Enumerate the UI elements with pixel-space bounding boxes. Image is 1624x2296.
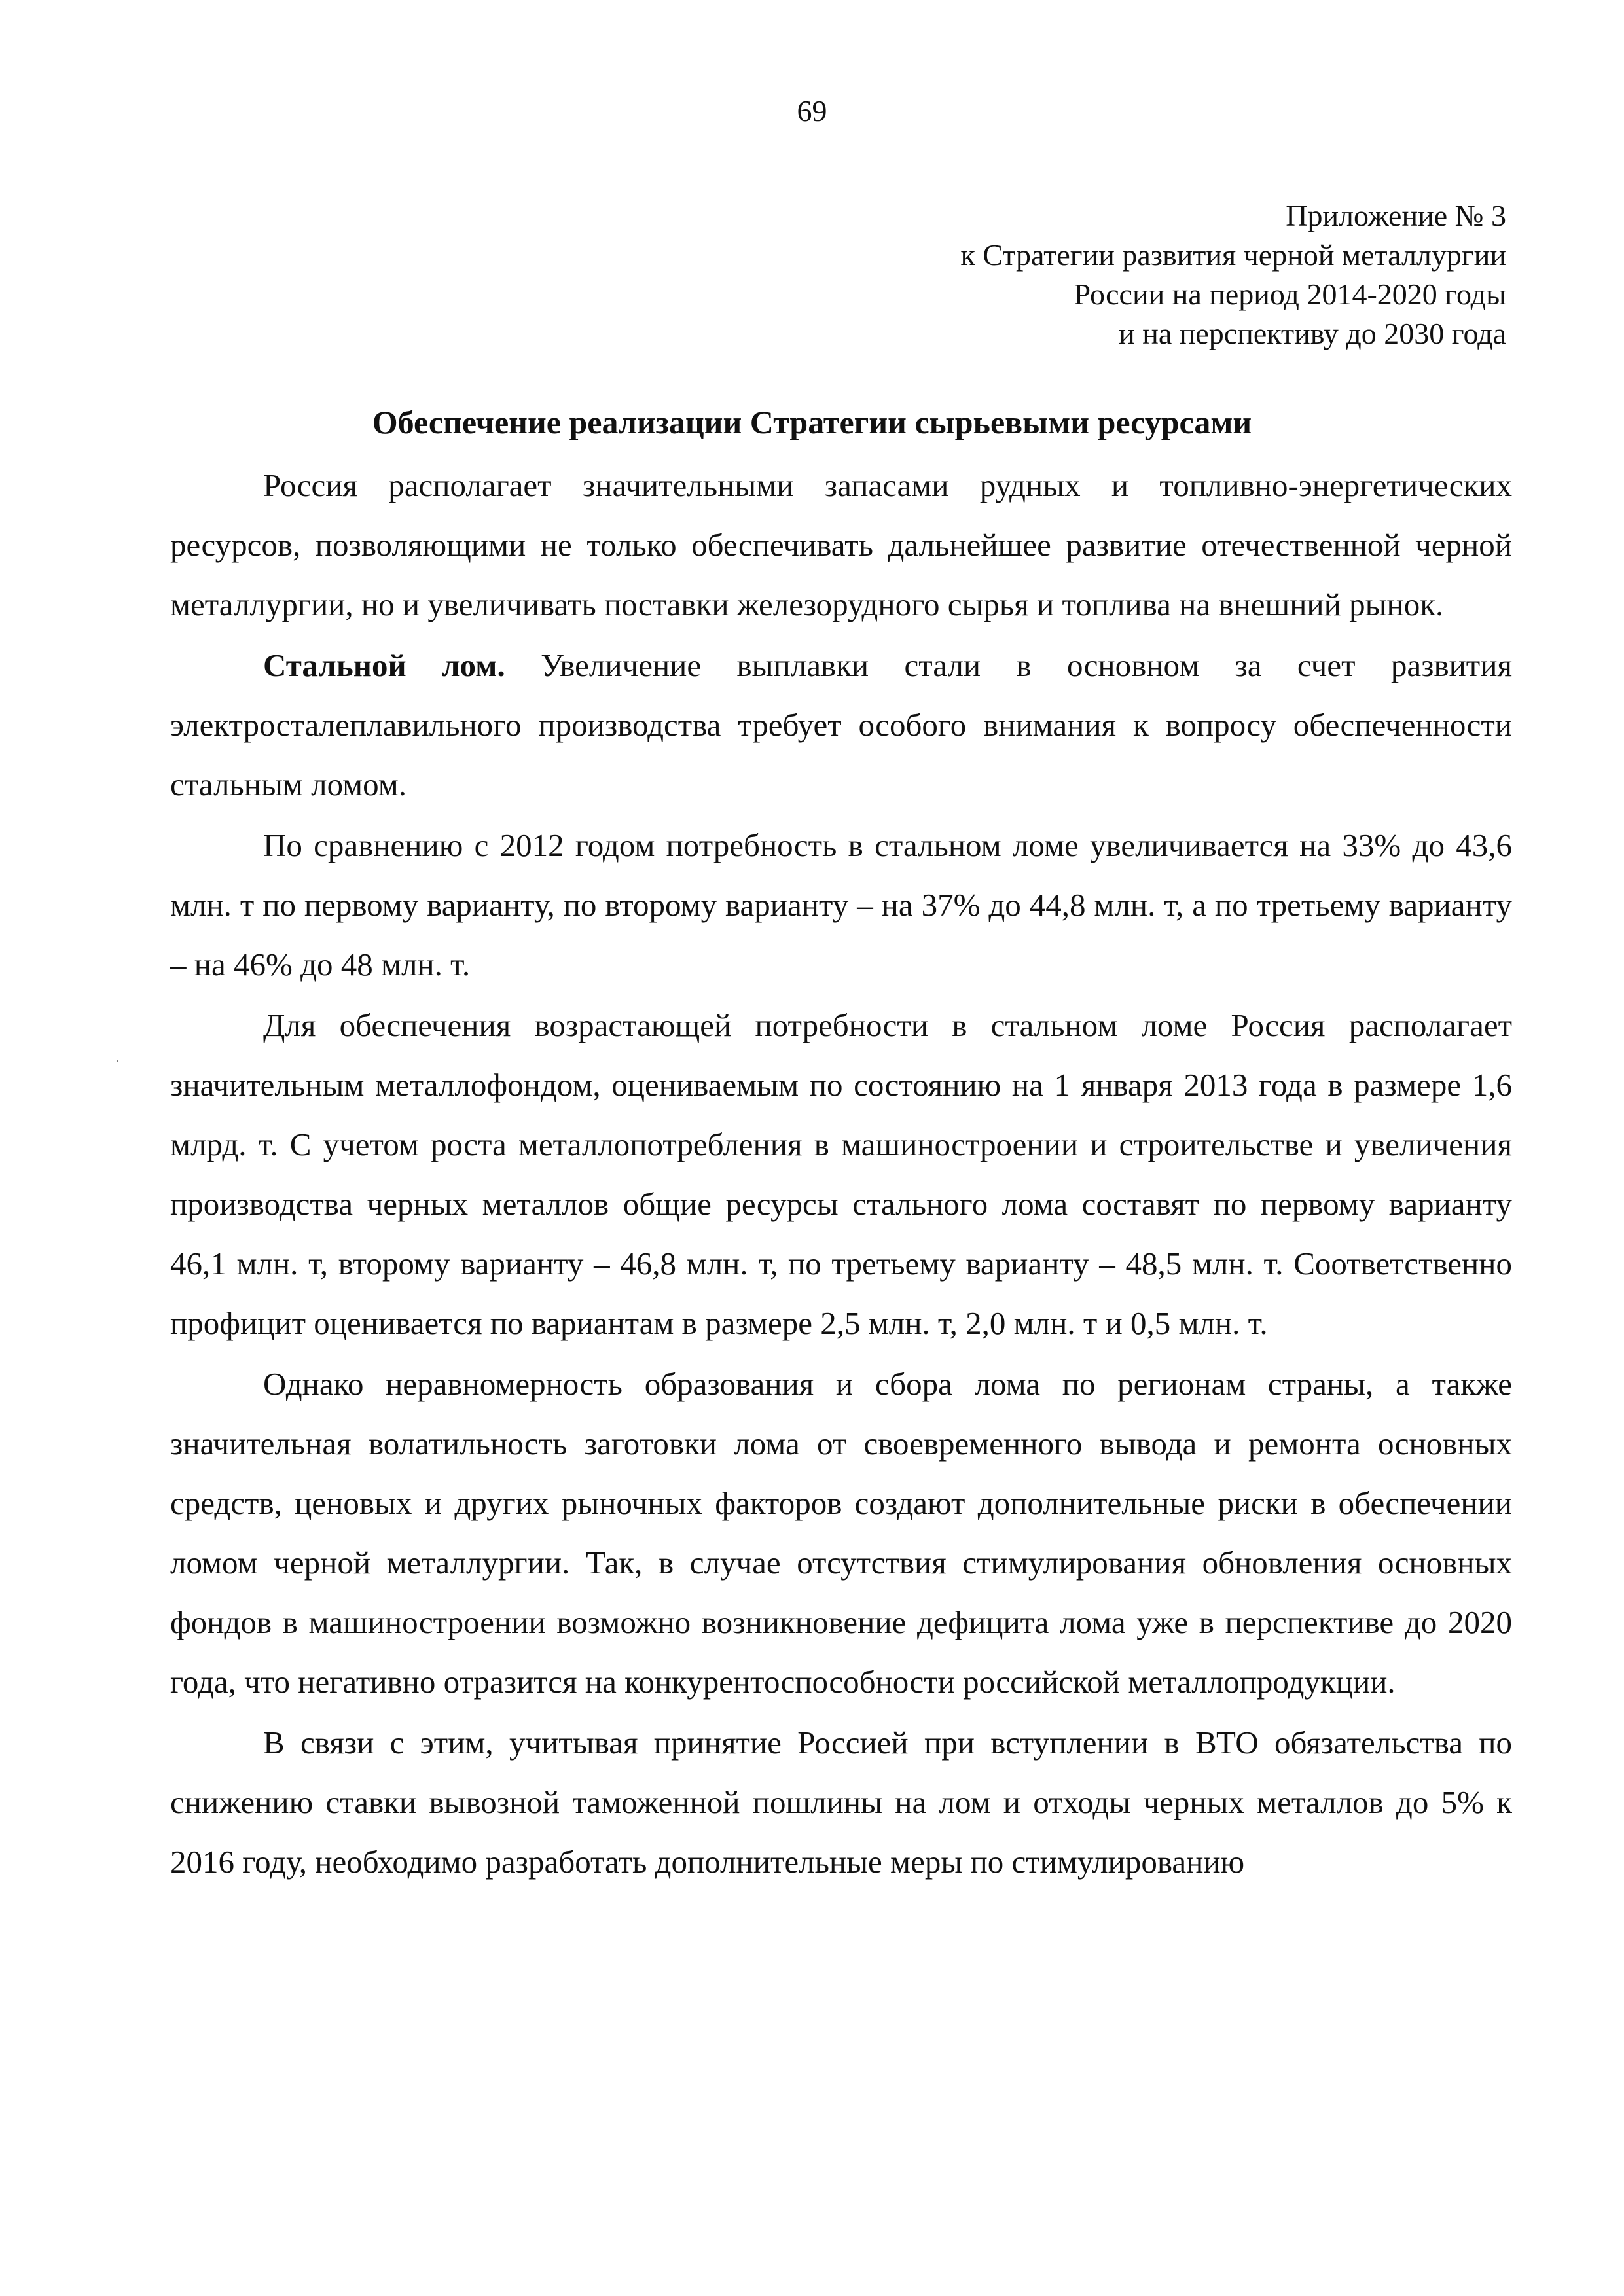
paragraph-2-text: Увеличение выплавки стали в основном за счет развития электросталеплавильного производства требует особого внимания к вопросу обеспеченности стальным ломом. [170, 647, 1512, 802]
margin-mark [117, 1060, 118, 1062]
body-text [170, 456, 1512, 1893]
paragraph-5: Однако неравномерность образования и сбора лома по регионам страны, а также значительная волатильность заготовки лома от своевременного вывода и ремонта основных средств, ценовых и других рыночных факторов создают дополнительные риски в обеспечении ломом черной металлургии. Так, в случае отсутствия стимулирования обновления основных фондов в машиностроении возможно возникновение дефицита лома уже в перспективе до 2020 года, что негативно отразится на конкурентоспособности российской металлопродукции. [170, 1366, 1512, 1700]
paragraph-3: По сравнению с 2012 годом потребность в стальном ломе увеличивается на 33% до 43,6 млн. т по первому варианту, по второму варианту – на 37% до 44,8 млн. т, а по третьему варианту – на 46% до 48 млн. т. [170, 827, 1512, 982]
section-title: Обеспечение реализации Стратегии сырьевыми ресурсами [372, 404, 1252, 440]
page-number: 69 [797, 94, 827, 128]
paragraph-2-lead: Стальной лом. [263, 647, 505, 683]
paragraph-2 [170, 636, 1512, 814]
paragraph-4: Для обеспечения возрастающей потребности в стальном ломе Россия располагает значительным металлофондом, оцениваемым по состоянию на 1 января 2013 года в размере 1,6 млрд. т. С учетом роста металлопотребления в машиностроении и строительстве и увеличения производства черных металлов общие ресурсы стального лома составят по первому варианту 46,1 млн. т, второму варианту – 46,8 млн. т, по третьему варианту – 48,5 млн. т. Соответственно профицит оценивается по вариантам в размере 2,5 млн. т, 2,0 млн. т и 0,5 млн. т. [170, 1007, 1512, 1341]
appendix-line-3: России на период 2014-2020 годы [1074, 278, 1506, 311]
appendix-line-2: к Стратегии развития черной металлургии [960, 238, 1506, 272]
paragraph-1: Россия располагает значительными запасами рудных и топливно-энергетических ресурсов, позволяющими не только обеспечивать дальнейшее развитие отечественной черной металлургии, но и увеличивать поставки железорудного сырья и топлива на внешний рынок. [170, 467, 1512, 622]
appendix-line-4: и на перспективу до 2030 года [1119, 317, 1506, 350]
appendix-header [960, 196, 1506, 353]
appendix-line-1: Приложение № 3 [1286, 199, 1506, 232]
paragraph-6: В связи с этим, учитывая принятие Россией при вступлении в ВТО обязательства по снижению ставки вывозной таможенной пошлины на лом и отходы черных металлов до 5% к 2016 году, необходимо разработать дополнительные меры по стимулированию [170, 1725, 1512, 1880]
